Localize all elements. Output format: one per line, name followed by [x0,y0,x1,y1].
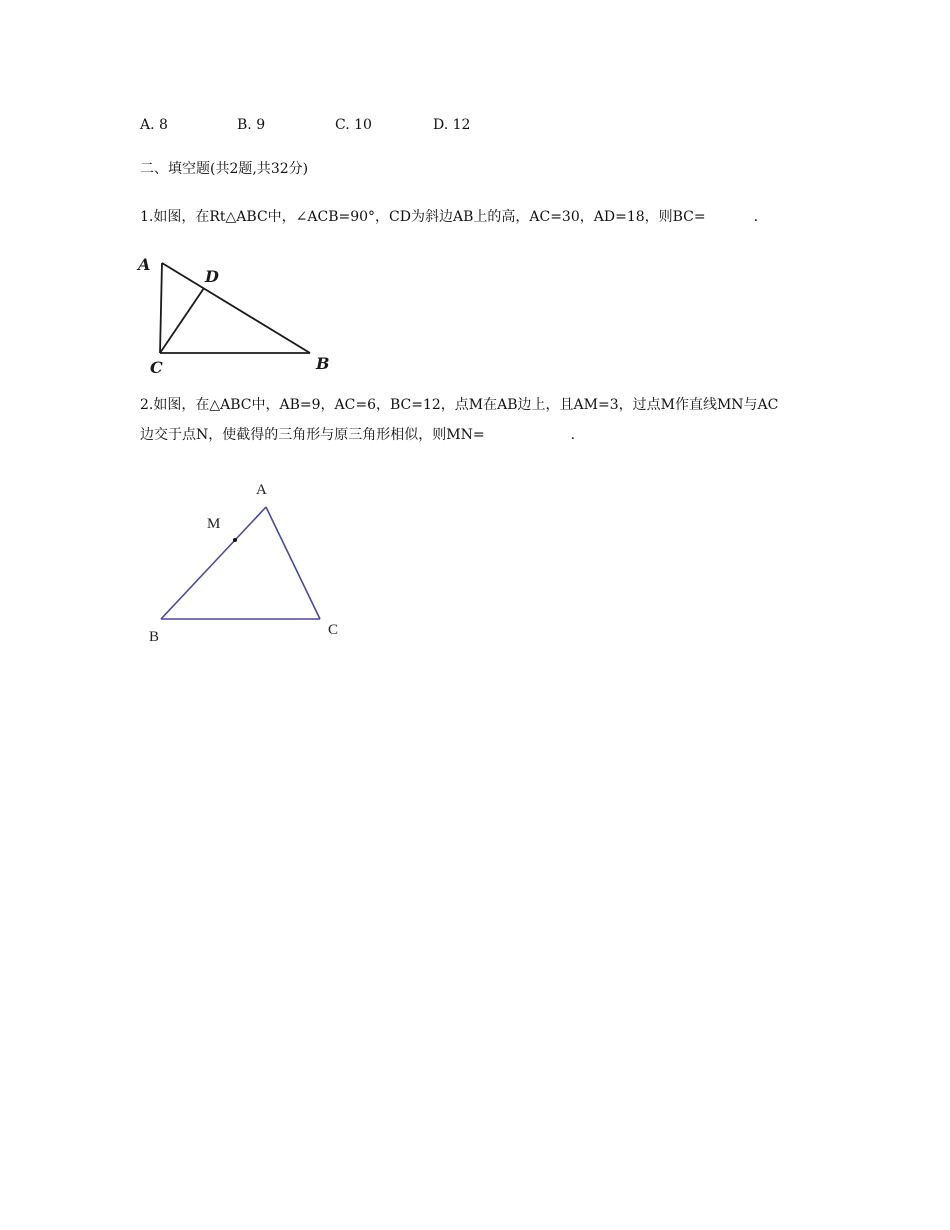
section-heading: 二、填空题(共2题,共32分) [140,161,309,177]
question-1-body: 1.如图，在Rt△ABC中，∠ACB=90°，CD为斜边AB上的高，AC=30，AD=18，则BC= [140,209,706,225]
question-2-end: . [570,427,576,443]
question-1-text [140,208,758,226]
label-a: A [138,255,151,274]
choice-d: D. 12 [433,117,471,133]
side-ac [266,507,320,619]
label-b: B [316,354,330,373]
point-m [233,538,237,542]
choice-c: C. 10 [335,117,372,133]
label-c: C [328,622,339,638]
label-b: B [149,629,160,645]
side-ab [162,263,310,353]
side-ac [160,263,162,353]
label-a: A [256,482,267,498]
choice-b: B. 9 [237,117,266,133]
question-1-end: . [753,209,759,225]
question-2-body: 边交于点N，使截得的三角形与原三角形相似，则MN= [140,427,485,443]
label-d: D [205,267,219,286]
side-ab [161,507,266,619]
question-2-line-1: 2.如图，在△ABC中，AB=9，AC=6，BC=12，点M在AB边上，且AM=3，过点M作直线MN与AC [140,397,779,413]
label-m: M [207,516,221,532]
altitude-cd [160,288,204,353]
question-2-line-2 [140,426,575,444]
choice-a: A. 8 [140,117,168,133]
label-c: C [150,358,163,377]
